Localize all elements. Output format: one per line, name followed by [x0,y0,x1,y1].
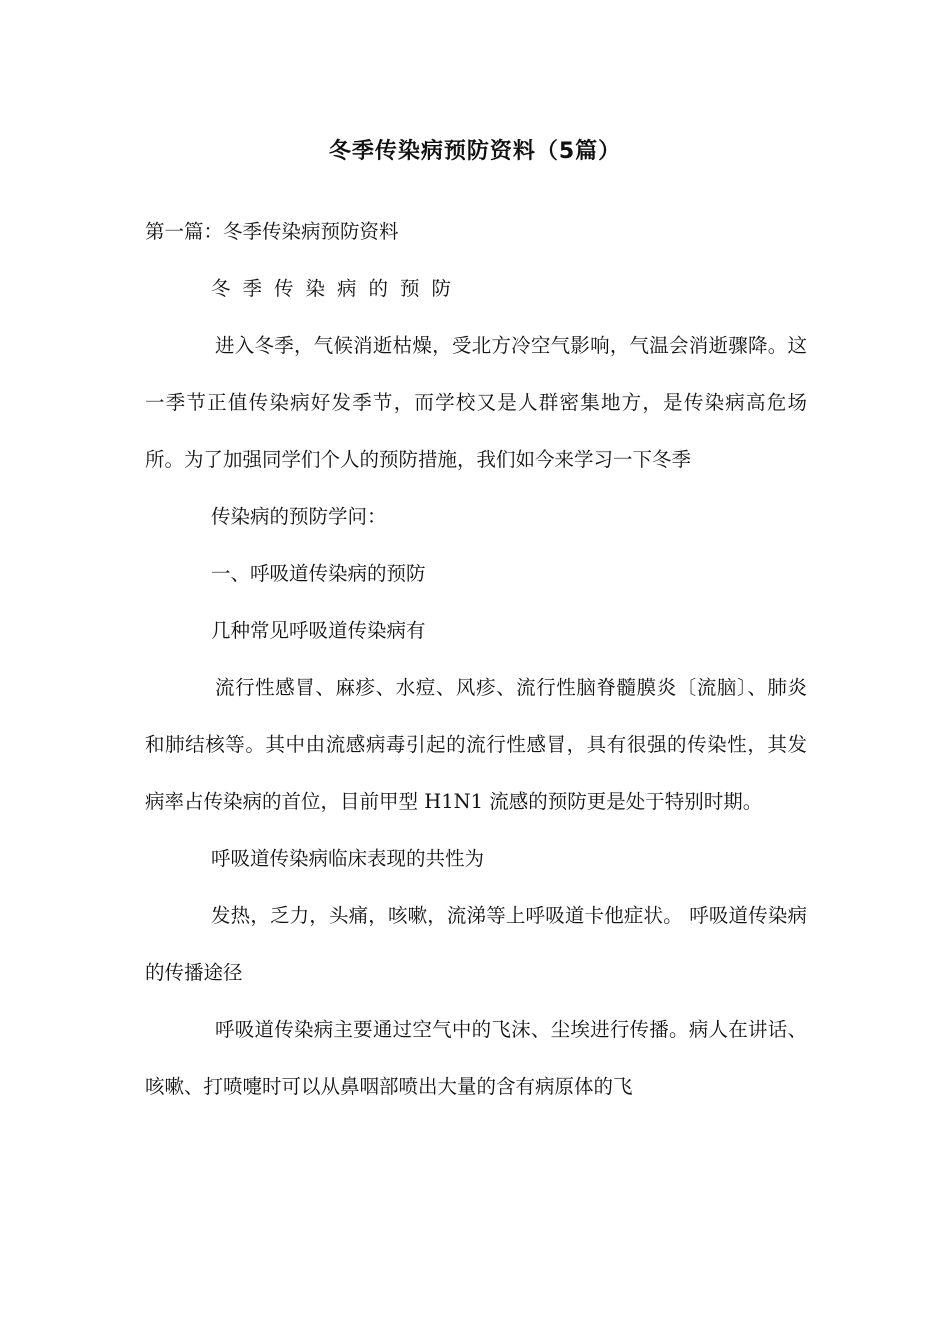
paragraph-common-diseases-heading: 几种常见呼吸道传染病有 [211,619,426,642]
paragraph-knowledge: 传染病的预防学问： [211,505,387,528]
document-body [145,203,807,1115]
paragraph-symptoms-heading: 呼吸道传染病临床表现的共性为 [211,847,485,870]
paragraph-intro: 进入冬季，气候消逝枯燥，受北方冷空气影响，气温会消逝骤降。这一季节正值传染病好发季节，而学校又是人群密集地方，是传染病高危场所。为了加强同学们个人的预防措施，我们如今来学习一下冬季 [145,334,807,471]
paragraph-transmission: 呼吸道传染病主要通过空气中的飞沫、尘埃进行传播。病人在讲话、咳嗽、打喷嚏时可以从鼻咽部喷出大量的含有病原体的飞 [145,1018,807,1098]
section-heading: 第一篇：冬季传染病预防资料 [145,220,399,243]
document-title: 冬季传染病预防资料（5篇） [328,139,622,164]
heading-respiratory: 一、呼吸道传染病的预防 [211,562,426,585]
subtitle: 冬季传染病的预防 [211,277,464,300]
paragraph-symptoms: 发热，乏力，头痛，咳嗽，流涕等上呼吸道卡他症状。 呼吸道传染病的传播途径 [145,904,807,984]
paragraph-common-diseases: 流行性感冒、麻疹、水痘、风疹、流行性脑脊髓膜炎〔流脑〕、肺炎和肺结核等。其中由流感病毒引起的流行性感冒，具有很强的传染性，其发病率占传染病的首位，目前甲型 H1N1 流感的预防更是处于特别时期。 [145,676,807,813]
